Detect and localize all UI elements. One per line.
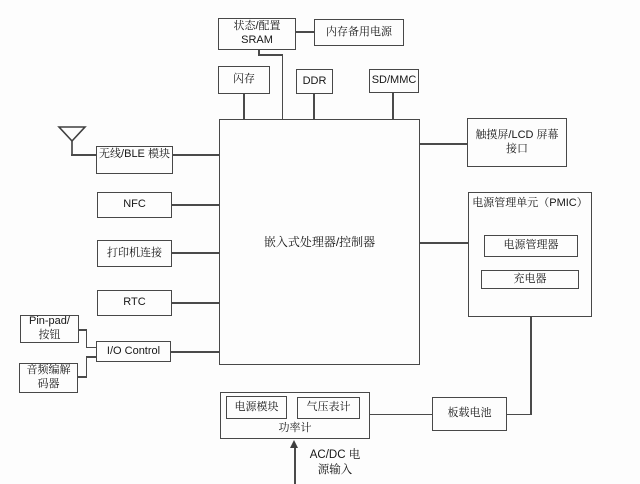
connector bbox=[258, 54, 283, 56]
block-flash bbox=[218, 66, 270, 94]
connector bbox=[296, 31, 314, 33]
connector bbox=[530, 317, 532, 415]
block-label: 电源管理单元（PMIC） bbox=[472, 197, 588, 209]
block-printer-connection bbox=[97, 240, 172, 267]
block-charger bbox=[481, 270, 579, 289]
block-sdmmc bbox=[369, 69, 419, 93]
block-label: 闪存 bbox=[233, 73, 255, 86]
block-barometer bbox=[297, 397, 360, 419]
connector bbox=[172, 302, 219, 304]
block-label: NFC bbox=[123, 198, 146, 211]
connector bbox=[71, 154, 96, 156]
block-embedded-processor bbox=[219, 119, 420, 365]
block-label: 嵌入式处理器/控制器 bbox=[263, 234, 376, 249]
block-label: 充电器 bbox=[513, 272, 547, 285]
acdc-input-label: AC/DC 电 源输入 bbox=[309, 449, 361, 476]
block-memory-backup-power bbox=[314, 19, 404, 46]
block-label: 无线/BLE 模块 bbox=[99, 148, 170, 160]
connector bbox=[86, 356, 97, 358]
block-label: 内存备用电源 bbox=[326, 25, 392, 38]
connector bbox=[86, 329, 88, 348]
connector bbox=[392, 93, 394, 119]
connector bbox=[420, 242, 468, 244]
block-touchscreen-lcd-interface bbox=[467, 118, 567, 167]
connector bbox=[313, 94, 315, 119]
block-ddr bbox=[296, 69, 333, 94]
block-label: SD/MMC bbox=[371, 74, 417, 87]
connector bbox=[370, 414, 432, 416]
block-label: 接口 bbox=[506, 142, 528, 155]
block-label: DDR bbox=[302, 74, 327, 87]
block-label: 音频编解 bbox=[26, 364, 71, 377]
block-label: 打印机连接 bbox=[107, 246, 162, 259]
block-nfc bbox=[97, 192, 172, 218]
block-power-module bbox=[226, 396, 287, 419]
block-pinpad-buttons bbox=[20, 315, 79, 343]
connector bbox=[86, 347, 97, 349]
connector bbox=[86, 356, 88, 378]
block-rtc bbox=[97, 290, 172, 316]
block-power-manager bbox=[484, 235, 578, 257]
block-label: 功率计 bbox=[278, 422, 312, 435]
connector bbox=[420, 143, 467, 145]
block-audio-codec bbox=[19, 363, 78, 393]
block-sram bbox=[218, 18, 296, 50]
block-wireless-ble bbox=[96, 146, 173, 174]
connector bbox=[172, 204, 219, 206]
block-io-control bbox=[96, 341, 171, 362]
connector bbox=[172, 252, 219, 254]
connector bbox=[243, 94, 245, 119]
block-onboard-battery bbox=[432, 397, 507, 431]
block-label: 状态/配置 bbox=[233, 20, 281, 33]
block-label: 按钮 bbox=[38, 329, 61, 341]
block-label: 电源模块 bbox=[234, 400, 279, 413]
connector bbox=[282, 54, 284, 119]
block-label: SRAM bbox=[241, 34, 273, 46]
block-label: Pin-pad/ bbox=[29, 315, 70, 328]
connector bbox=[173, 154, 219, 156]
connector bbox=[171, 351, 219, 353]
block-label: RTC bbox=[123, 296, 146, 309]
block-label: 板载电池 bbox=[447, 407, 492, 420]
block-label: 码器 bbox=[37, 378, 60, 390]
connector bbox=[507, 414, 532, 416]
arrow-up-icon bbox=[290, 440, 298, 448]
block-label: 电源管理器 bbox=[503, 239, 559, 252]
block-label: 触摸屏/LCD 屏幕 bbox=[475, 128, 559, 141]
antenna-icon bbox=[57, 124, 87, 156]
block-label: I/O Control bbox=[106, 344, 161, 357]
block-label: 气压表计 bbox=[306, 401, 351, 414]
